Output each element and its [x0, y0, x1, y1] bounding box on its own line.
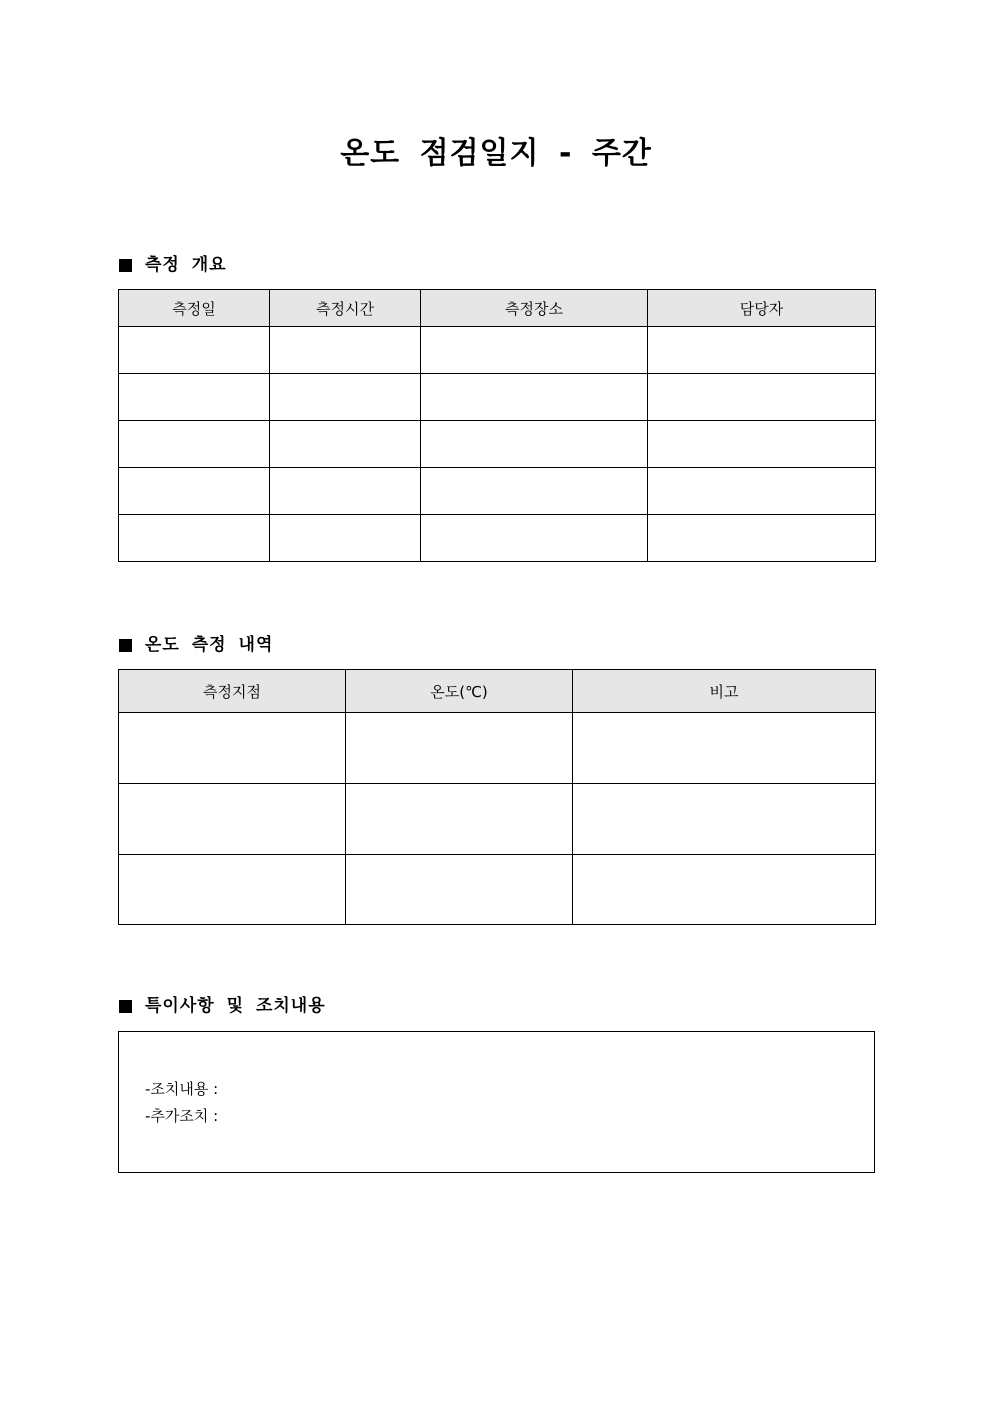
table-row: [119, 784, 876, 855]
column-header-place: 측정장소: [421, 290, 648, 327]
table-cell[interactable]: [421, 374, 648, 421]
overview-table: [118, 289, 876, 562]
table-cell[interactable]: [270, 374, 421, 421]
table-cell[interactable]: [119, 515, 270, 562]
measurements-header-row: [119, 670, 876, 713]
table-cell[interactable]: [648, 468, 876, 515]
table-cell[interactable]: [648, 374, 876, 421]
table-cell[interactable]: [270, 421, 421, 468]
column-header-date: 측정일: [119, 290, 270, 327]
section-heading-label: 특이사항 및 조치내용: [145, 996, 326, 1016]
table-cell[interactable]: [421, 515, 648, 562]
table-cell[interactable]: [573, 784, 876, 855]
table-cell[interactable]: [119, 421, 270, 468]
table-cell[interactable]: [573, 713, 876, 784]
table-row: [119, 855, 876, 925]
table-cell[interactable]: [648, 515, 876, 562]
table-cell[interactable]: [421, 468, 648, 515]
page-title: 온도 점검일지 - 주간: [340, 136, 652, 171]
overview-header-row: [119, 290, 876, 327]
column-header-manager: 담당자: [648, 290, 876, 327]
notes-box[interactable]: [118, 1031, 875, 1173]
table-row: [119, 374, 876, 421]
table-row: [119, 515, 876, 562]
followup-label: -추가조치 :: [145, 1107, 219, 1125]
table-cell[interactable]: [119, 713, 346, 784]
square-bullet-icon: [119, 259, 132, 272]
table-cell[interactable]: [119, 327, 270, 374]
table-cell[interactable]: [346, 713, 573, 784]
column-header-time: 측정시간: [270, 290, 421, 327]
action-label: -조치내용 :: [145, 1080, 219, 1098]
table-cell[interactable]: [119, 855, 346, 925]
table-cell[interactable]: [346, 784, 573, 855]
table-row: [119, 713, 876, 784]
square-bullet-icon: [119, 639, 132, 652]
section-heading-overview: [119, 254, 227, 276]
table-cell[interactable]: [119, 468, 270, 515]
table-cell[interactable]: [573, 855, 876, 925]
table-cell[interactable]: [270, 515, 421, 562]
section-heading-label: 온도 측정 내역: [145, 635, 274, 655]
table-cell[interactable]: [270, 468, 421, 515]
square-bullet-icon: [119, 1000, 132, 1013]
table-cell[interactable]: [119, 784, 346, 855]
column-header-point: 측정지점: [119, 670, 346, 713]
table-cell[interactable]: [119, 374, 270, 421]
table-row: [119, 468, 876, 515]
table-cell[interactable]: [648, 421, 876, 468]
table-row: [119, 327, 876, 374]
table-row: [119, 421, 876, 468]
column-header-remarks: 비고: [573, 670, 876, 713]
section-heading-measurements: [119, 634, 273, 656]
table-cell[interactable]: [346, 855, 573, 925]
table-cell[interactable]: [270, 327, 421, 374]
section-heading-notes: [119, 995, 326, 1017]
column-header-temperature: 온도(℃): [346, 670, 573, 713]
table-cell[interactable]: [421, 421, 648, 468]
table-cell[interactable]: [648, 327, 876, 374]
measurements-table: [118, 669, 876, 925]
section-heading-label: 측정 개요: [145, 255, 227, 275]
table-cell[interactable]: [421, 327, 648, 374]
